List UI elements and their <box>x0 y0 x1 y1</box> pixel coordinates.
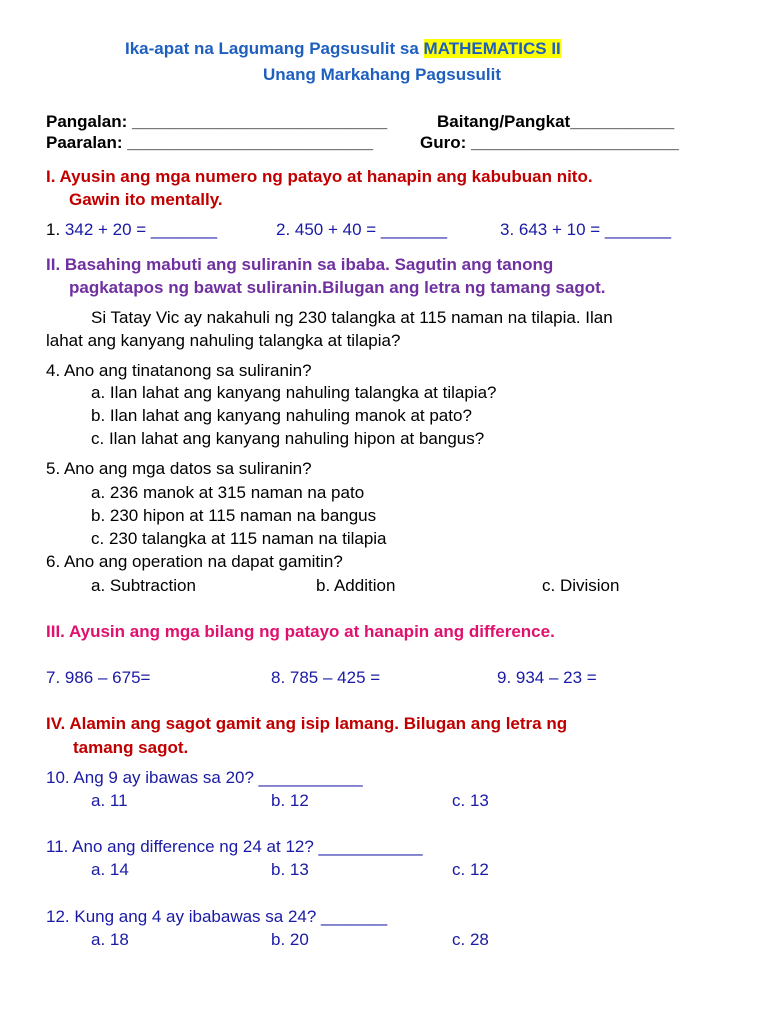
part4-heading-cont: tamang sagot. <box>73 738 189 757</box>
question-4-option-c: c. Ilan lahat ang kanyang nahuling hipon at bangus? <box>91 429 485 448</box>
question-6: 6. Ano ang operation na dapat gamitin? <box>46 552 343 571</box>
question-5-option-a: a. 236 manok at 315 naman na pato <box>91 483 365 502</box>
part2-heading-cont: pagkatapos ng bawat suliranin.Bilugan ang letra ng tamang sagot. <box>69 278 606 297</box>
question-1-text: 342 + 20 = _______ <box>64 220 218 239</box>
question-10-option-b: b. 12 <box>271 791 309 810</box>
question-12: 12. Kung ang 4 ay ibabawas sa 24? _______ <box>46 907 388 926</box>
question-11-option-c: c. 12 <box>452 860 489 879</box>
part1-heading-cont: Gawin ito mentally. <box>69 190 223 209</box>
question-4-option-b: b. Ilan lahat ang kanyang nahuling manok at pato? <box>91 406 472 425</box>
story-line-2: lahat ang kanyang nahuling talangka at tilapia? <box>46 331 401 350</box>
page-title <box>125 40 561 57</box>
question-1 <box>46 221 217 238</box>
question-4: 4. Ano ang tinatanong sa suliranin? <box>46 361 312 380</box>
page-subtitle: Unang Markahang Pagsusulit <box>263 65 502 84</box>
question-2: 2. 450 + 40 = _______ <box>276 220 448 239</box>
question-6-option-a: a. Subtraction <box>91 576 196 595</box>
question-12-option-a: a. 18 <box>91 930 129 949</box>
question-10-option-a: a. 11 <box>91 791 128 810</box>
question-9: 9. 934 – 23 = <box>497 668 597 687</box>
question-11-option-a: a. 14 <box>91 860 129 879</box>
question-5-option-b: b. 230 hipon at 115 naman na bangus <box>91 506 377 525</box>
question-11-option-b: b. 13 <box>271 860 309 879</box>
question-4-option-a: a. Ilan lahat ang kanyang nahuling talangka at tilapia? <box>91 383 497 402</box>
part2-heading: II. Basahing mabuti ang suliranin sa ibaba. Sagutin ang tanong <box>46 255 554 274</box>
question-6-option-b: b. Addition <box>316 576 396 595</box>
story-line-1: Si Tatay Vic ay nakahuli ng 230 talangka at 115 naman na tilapia. Ilan <box>91 308 613 327</box>
question-10: 10. Ang 9 ay ibawas sa 20? ___________ <box>46 768 363 787</box>
question-1-number: 1. <box>46 220 65 239</box>
title-prefix: Ika-apat na Lagumang Pagsusulit sa <box>125 39 424 58</box>
teacher-field-label: Guro: ______________________ <box>420 133 679 152</box>
part1-heading: I. Ayusin ang mga numero ng patayo at hanapin ang kabubuan nito. <box>46 167 593 186</box>
question-12-option-c: c. 28 <box>452 930 489 949</box>
part4-heading: IV. Alamin ang sagot gamit ang isip lamang. Bilugan ang letra ng <box>46 714 568 733</box>
question-3: 3. 643 + 10 = _______ <box>500 220 672 239</box>
question-5: 5. Ano ang mga datos sa suliranin? <box>46 459 312 478</box>
question-6-option-c: c. Division <box>542 576 620 595</box>
school-field-label: Paaralan: __________________________ <box>46 133 374 152</box>
grade-section-field-label: Baitang/Pangkat___________ <box>437 112 675 131</box>
title-highlight: MATHEMATICS II <box>423 39 561 58</box>
question-5-option-c: c. 230 talangka at 115 naman na tilapia <box>91 529 387 548</box>
question-10-option-c: c. 13 <box>452 791 489 810</box>
question-12-option-b: b. 20 <box>271 930 309 949</box>
name-field-label: Pangalan: ___________________________ <box>46 112 388 131</box>
question-8: 8. 785 – 425 = <box>271 668 381 687</box>
question-11: 11. Ano ang difference ng 24 at 12? ___________ <box>46 837 423 856</box>
part3-heading: III. Ayusin ang mga bilang ng patayo at hanapin ang difference. <box>46 622 555 641</box>
question-7: 7. 986 – 675= <box>46 668 151 687</box>
